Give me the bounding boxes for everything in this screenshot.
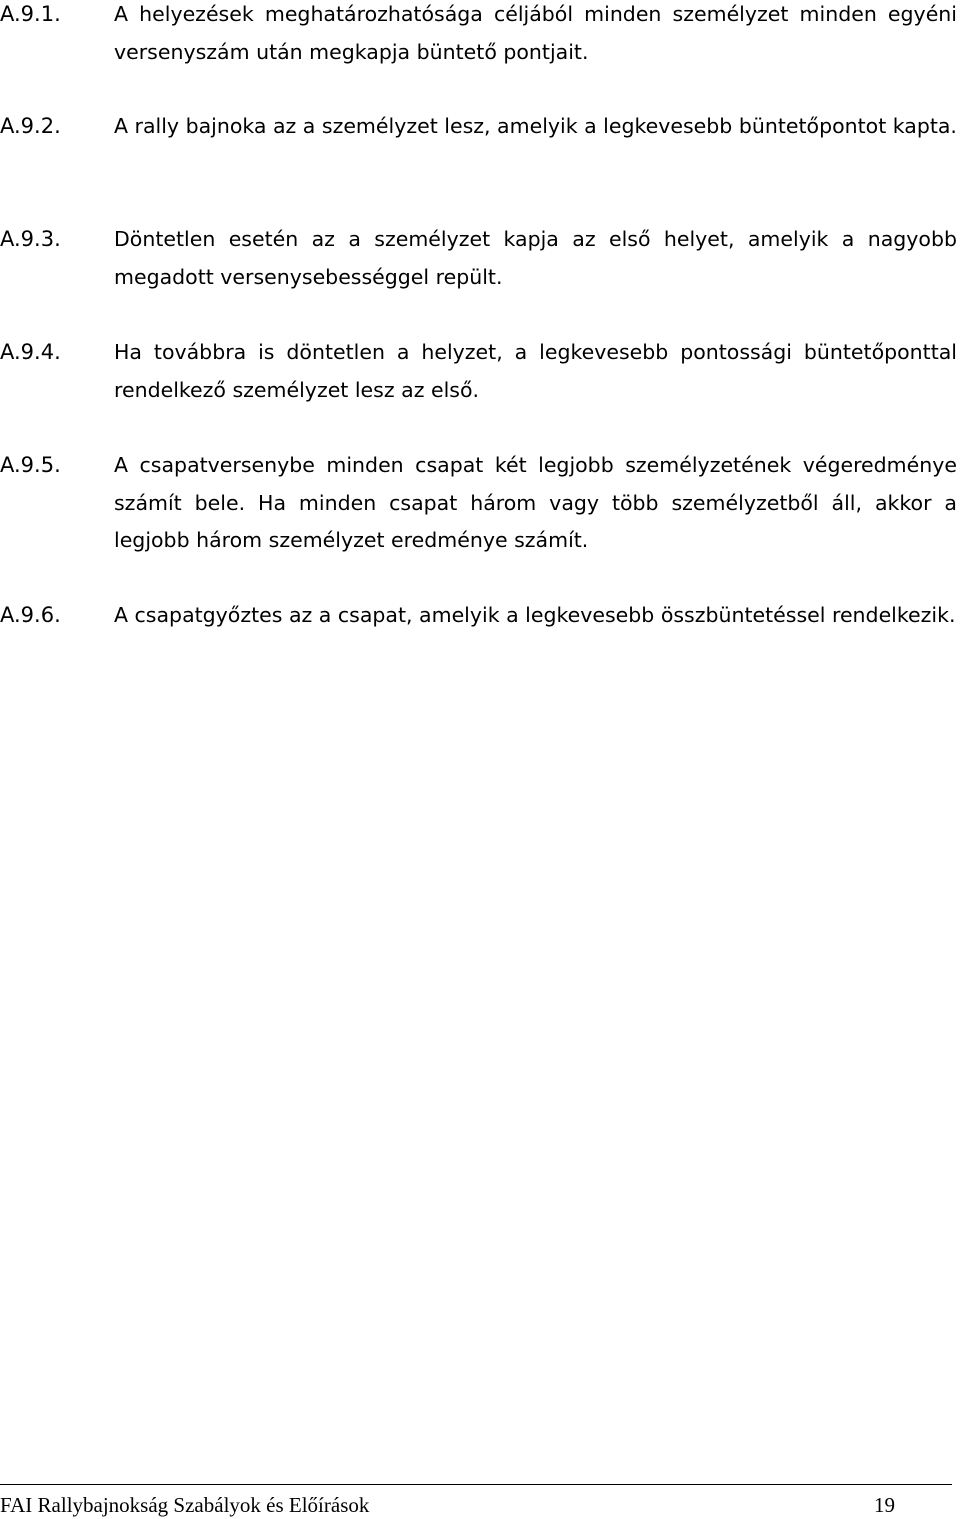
- footer-title: FAI Rallybajnokság Szabályok és Előírások: [0, 1493, 370, 1517]
- rule-text: A helyezések meghatározhatósága céljából minden személyzet minden egyéni versenyszám után megkapja büntető pontjait.: [114, 2, 957, 64]
- rule-text: A csapatversenybe minden csapat két legjobb személyzetének végeredménye számít bele. Ha minden csapat három vagy több személyzetből áll, akkor a legjobb három személyzet eredménye számít.: [114, 453, 957, 553]
- page-number: 19: [874, 1493, 895, 1517]
- rule-text: A csapatgyőztes az a csapat, amelyik a legkevesebb összbüntetéssel rendelkezik.: [114, 603, 956, 627]
- footer-divider: [0, 1484, 952, 1485]
- rule-text: Ha továbbra is döntetlen a helyzet, a legkevesebb pontossági büntetőponttal rendelkező személyzet lesz az első.: [114, 340, 957, 402]
- rule-text: Döntetlen esetén az a személyzet kapja az első helyet, amelyik a nagyobb megadott versenysebességgel repült.: [114, 227, 957, 289]
- rule-number: A.9.5.: [0, 453, 61, 477]
- rule-number: A.9.4.: [0, 340, 61, 364]
- rule-text: A rally bajnoka az a személyzet lesz, amelyik a legkevesebb büntetőpontot kapta.: [114, 114, 957, 138]
- rule-number: A.9.6.: [0, 603, 61, 627]
- rule-number: A.9.2.: [0, 114, 61, 138]
- rule-number: A.9.3.: [0, 227, 61, 251]
- rule-number: A.9.1.: [0, 2, 61, 26]
